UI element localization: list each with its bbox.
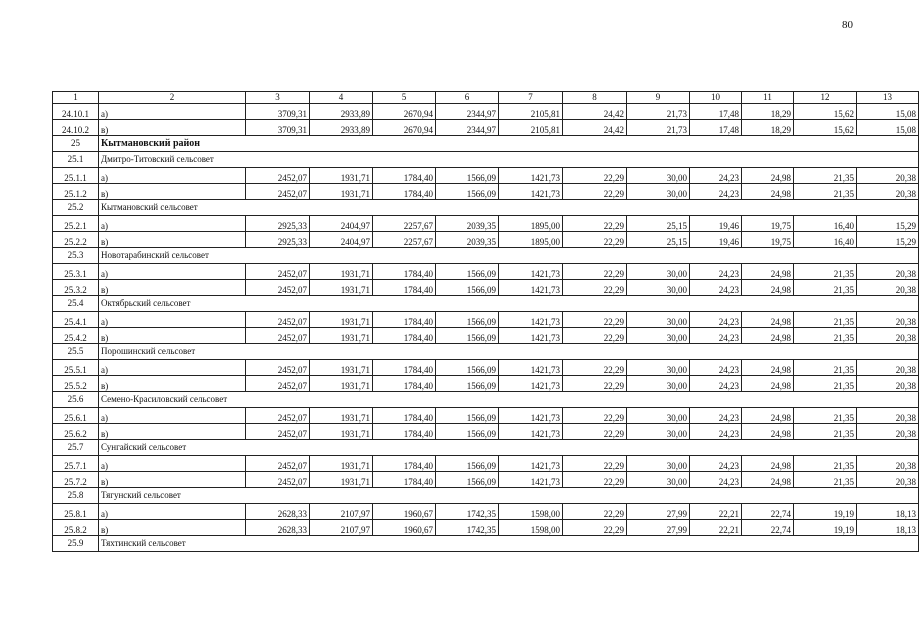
value-cell: 24,23: [690, 280, 742, 296]
value-cell: 22,29: [563, 376, 627, 392]
row-label: в): [99, 184, 246, 200]
value-cell: 1931,71: [310, 360, 373, 376]
table-row: [53, 472, 919, 488]
value-cell: 2404,97: [310, 216, 373, 232]
value-cell: 22,29: [563, 424, 627, 440]
value-cell: 21,35: [794, 376, 857, 392]
value-cell: 15,62: [794, 120, 857, 136]
value-cell: 2344,97: [436, 104, 499, 120]
value-cell: 2925,33: [246, 216, 310, 232]
value-cell: 20,38: [857, 280, 919, 296]
value-cell: 2452,07: [246, 456, 310, 472]
group-title: Новотарабинский сельсовет: [99, 248, 919, 264]
value-cell: 2452,07: [246, 408, 310, 424]
value-cell: 24,23: [690, 264, 742, 280]
value-cell: 22,29: [563, 264, 627, 280]
value-cell: 20,38: [857, 312, 919, 328]
value-cell: 1784,40: [373, 280, 436, 296]
value-cell: 1566,09: [436, 456, 499, 472]
value-cell: 15,62: [794, 104, 857, 120]
value-cell: 21,35: [794, 168, 857, 184]
value-cell: 22,29: [563, 472, 627, 488]
value-cell: 1421,73: [499, 376, 563, 392]
row-code: 25.5: [53, 344, 99, 360]
value-cell: 24,23: [690, 328, 742, 344]
row-code: 25.4: [53, 296, 99, 312]
column-header: 1: [53, 92, 99, 104]
value-cell: 24,98: [742, 328, 794, 344]
column-header: 12: [794, 92, 857, 104]
value-cell: 2933,89: [310, 120, 373, 136]
row-code: 25.3: [53, 248, 99, 264]
value-cell: 2107,97: [310, 520, 373, 536]
value-cell: 21,35: [794, 408, 857, 424]
value-cell: 30,00: [627, 184, 690, 200]
value-cell: 18,13: [857, 520, 919, 536]
value-cell: 20,38: [857, 328, 919, 344]
table-row: [53, 232, 919, 248]
value-cell: 2925,33: [246, 232, 310, 248]
row-label: в): [99, 424, 246, 440]
table-row: [53, 328, 919, 344]
row-code: 25.5.1: [53, 360, 99, 376]
value-cell: 22,29: [563, 360, 627, 376]
value-cell: 21,35: [794, 360, 857, 376]
column-header: 7: [499, 92, 563, 104]
column-header: 10: [690, 92, 742, 104]
value-cell: 2404,97: [310, 232, 373, 248]
value-cell: 22,29: [563, 328, 627, 344]
row-code: 25.3.2: [53, 280, 99, 296]
value-cell: 2452,07: [246, 264, 310, 280]
value-cell: 19,75: [742, 216, 794, 232]
row-label: в): [99, 120, 246, 136]
value-cell: 1895,00: [499, 216, 563, 232]
value-cell: 1598,00: [499, 520, 563, 536]
value-cell: 30,00: [627, 264, 690, 280]
value-cell: 25,15: [627, 232, 690, 248]
value-cell: 25,15: [627, 216, 690, 232]
value-cell: 1566,09: [436, 280, 499, 296]
value-cell: 1784,40: [373, 424, 436, 440]
group-row: [53, 152, 919, 168]
value-cell: 1566,09: [436, 168, 499, 184]
table-row: [53, 312, 919, 328]
value-cell: 1931,71: [310, 328, 373, 344]
value-cell: 24,98: [742, 376, 794, 392]
table-row: [53, 456, 919, 472]
value-cell: 2039,35: [436, 232, 499, 248]
value-cell: 18,29: [742, 104, 794, 120]
row-label: в): [99, 472, 246, 488]
value-cell: 16,40: [794, 216, 857, 232]
row-code: 25.1.2: [53, 184, 99, 200]
column-header: 11: [742, 92, 794, 104]
table-row: [53, 504, 919, 520]
row-code: 25.9: [53, 536, 99, 552]
value-cell: 21,73: [627, 104, 690, 120]
value-cell: 1960,67: [373, 520, 436, 536]
value-cell: 24,23: [690, 184, 742, 200]
value-cell: 2670,94: [373, 104, 436, 120]
value-cell: 30,00: [627, 408, 690, 424]
table-row: [53, 120, 919, 136]
value-cell: 30,00: [627, 328, 690, 344]
value-cell: 1931,71: [310, 472, 373, 488]
value-cell: 2257,67: [373, 232, 436, 248]
value-cell: 3709,31: [246, 104, 310, 120]
row-code: 25.2.1: [53, 216, 99, 232]
value-cell: 1931,71: [310, 312, 373, 328]
column-header: 4: [310, 92, 373, 104]
value-cell: 24,98: [742, 184, 794, 200]
value-cell: 22,29: [563, 456, 627, 472]
value-cell: 30,00: [627, 360, 690, 376]
value-cell: 19,75: [742, 232, 794, 248]
column-header: 2: [99, 92, 246, 104]
value-cell: 22,29: [563, 216, 627, 232]
value-cell: 3709,31: [246, 120, 310, 136]
value-cell: 24,98: [742, 168, 794, 184]
value-cell: 1784,40: [373, 328, 436, 344]
value-cell: 30,00: [627, 472, 690, 488]
table-row: [53, 168, 919, 184]
value-cell: 22,29: [563, 232, 627, 248]
value-cell: 24,23: [690, 376, 742, 392]
value-cell: 1421,73: [499, 456, 563, 472]
value-cell: 1566,09: [436, 328, 499, 344]
value-cell: 1931,71: [310, 168, 373, 184]
value-cell: 1784,40: [373, 360, 436, 376]
row-label: в): [99, 280, 246, 296]
value-cell: 1566,09: [436, 184, 499, 200]
row-code: 25.2: [53, 200, 99, 216]
value-cell: 2452,07: [246, 312, 310, 328]
value-cell: 30,00: [627, 168, 690, 184]
group-title: Кытмановский сельсовет: [99, 200, 919, 216]
value-cell: 1421,73: [499, 408, 563, 424]
row-label: в): [99, 328, 246, 344]
value-cell: 24,42: [563, 120, 627, 136]
value-cell: 24,23: [690, 472, 742, 488]
value-cell: 2107,97: [310, 504, 373, 520]
table-row: [53, 280, 919, 296]
group-row: [53, 488, 919, 504]
value-cell: 24,98: [742, 456, 794, 472]
group-row: [53, 248, 919, 264]
column-header: 9: [627, 92, 690, 104]
district-row: [53, 136, 919, 152]
value-cell: 2452,07: [246, 360, 310, 376]
row-code: 25.6: [53, 392, 99, 408]
row-label: в): [99, 520, 246, 536]
value-cell: 21,73: [627, 120, 690, 136]
row-code: 25.8.1: [53, 504, 99, 520]
value-cell: 22,29: [563, 168, 627, 184]
value-cell: 22,29: [563, 504, 627, 520]
group-title: Сунгайский сельсовет: [99, 440, 919, 456]
table-row: [53, 520, 919, 536]
value-cell: 1566,09: [436, 376, 499, 392]
value-cell: 20,38: [857, 424, 919, 440]
value-cell: 1931,71: [310, 264, 373, 280]
value-cell: 22,29: [563, 520, 627, 536]
value-cell: 24,42: [563, 104, 627, 120]
value-cell: 22,74: [742, 520, 794, 536]
value-cell: 2452,07: [246, 280, 310, 296]
value-cell: 21,35: [794, 184, 857, 200]
row-code: 25.6.1: [53, 408, 99, 424]
value-cell: 18,13: [857, 504, 919, 520]
value-cell: 30,00: [627, 376, 690, 392]
row-code: 25.8: [53, 488, 99, 504]
value-cell: 19,46: [690, 216, 742, 232]
column-header-row: [53, 92, 919, 104]
value-cell: 2670,94: [373, 120, 436, 136]
value-cell: 16,40: [794, 232, 857, 248]
column-header: 13: [857, 92, 919, 104]
value-cell: 24,98: [742, 312, 794, 328]
value-cell: 1784,40: [373, 376, 436, 392]
value-cell: 20,38: [857, 456, 919, 472]
table-row: [53, 376, 919, 392]
row-code: 25.8.2: [53, 520, 99, 536]
value-cell: 20,38: [857, 184, 919, 200]
value-cell: 20,38: [857, 472, 919, 488]
row-label: а): [99, 360, 246, 376]
value-cell: 1566,09: [436, 472, 499, 488]
column-header: 5: [373, 92, 436, 104]
value-cell: 1566,09: [436, 424, 499, 440]
value-cell: 1784,40: [373, 312, 436, 328]
value-cell: 18,29: [742, 120, 794, 136]
value-cell: 1784,40: [373, 168, 436, 184]
value-cell: 24,23: [690, 360, 742, 376]
value-cell: 22,21: [690, 520, 742, 536]
value-cell: 1421,73: [499, 472, 563, 488]
value-cell: 1931,71: [310, 408, 373, 424]
value-cell: 1931,71: [310, 376, 373, 392]
row-label: в): [99, 232, 246, 248]
row-code: 25: [53, 136, 99, 152]
value-cell: 20,38: [857, 408, 919, 424]
value-cell: 20,38: [857, 264, 919, 280]
value-cell: 2344,97: [436, 120, 499, 136]
row-label: в): [99, 376, 246, 392]
group-title: Тяхтинский сельсовет: [99, 536, 919, 552]
value-cell: 1742,35: [436, 520, 499, 536]
row-label: а): [99, 216, 246, 232]
value-cell: 1421,73: [499, 328, 563, 344]
row-code: 25.7: [53, 440, 99, 456]
row-label: а): [99, 168, 246, 184]
value-cell: 2452,07: [246, 472, 310, 488]
value-cell: 22,29: [563, 312, 627, 328]
row-code: 25.4.1: [53, 312, 99, 328]
group-title: Тягунский сельсовет: [99, 488, 919, 504]
group-row: [53, 344, 919, 360]
value-cell: 22,29: [563, 408, 627, 424]
value-cell: 30,00: [627, 456, 690, 472]
value-cell: 30,00: [627, 280, 690, 296]
page-number: 80: [842, 19, 853, 31]
row-code: 25.1: [53, 152, 99, 168]
value-cell: 2628,33: [246, 520, 310, 536]
value-cell: 24,98: [742, 264, 794, 280]
value-cell: 1421,73: [499, 360, 563, 376]
group-row: [53, 536, 919, 552]
group-title: Семено-Красиловский сельсовет: [99, 392, 919, 408]
value-cell: 20,38: [857, 376, 919, 392]
value-cell: 30,00: [627, 312, 690, 328]
table-row: [53, 184, 919, 200]
value-cell: 21,35: [794, 328, 857, 344]
value-cell: 1421,73: [499, 312, 563, 328]
value-cell: 24,23: [690, 424, 742, 440]
value-cell: 15,08: [857, 120, 919, 136]
value-cell: 1598,00: [499, 504, 563, 520]
row-code: 25.5.2: [53, 376, 99, 392]
value-cell: 24,23: [690, 408, 742, 424]
value-cell: 1421,73: [499, 168, 563, 184]
row-code: 25.2.2: [53, 232, 99, 248]
row-label: а): [99, 264, 246, 280]
value-cell: 2039,35: [436, 216, 499, 232]
value-cell: 24,98: [742, 472, 794, 488]
row-label: а): [99, 456, 246, 472]
district-title: Кытмановский район: [99, 136, 919, 152]
value-cell: 19,46: [690, 232, 742, 248]
row-label: а): [99, 104, 246, 120]
value-cell: 21,35: [794, 280, 857, 296]
value-cell: 24,98: [742, 408, 794, 424]
value-cell: 1931,71: [310, 184, 373, 200]
tariff-table: [52, 91, 919, 552]
value-cell: 2933,89: [310, 104, 373, 120]
table-row: [53, 360, 919, 376]
value-cell: 21,35: [794, 264, 857, 280]
value-cell: 2452,07: [246, 328, 310, 344]
value-cell: 2452,07: [246, 184, 310, 200]
value-cell: 2105,81: [499, 104, 563, 120]
column-header: 3: [246, 92, 310, 104]
value-cell: 22,21: [690, 504, 742, 520]
group-row: [53, 440, 919, 456]
group-title: Порошинский сельсовет: [99, 344, 919, 360]
value-cell: 24,23: [690, 312, 742, 328]
value-cell: 1895,00: [499, 232, 563, 248]
value-cell: 2452,07: [246, 376, 310, 392]
group-row: [53, 392, 919, 408]
value-cell: 1566,09: [436, 264, 499, 280]
value-cell: 1784,40: [373, 264, 436, 280]
value-cell: 30,00: [627, 424, 690, 440]
value-cell: 1421,73: [499, 264, 563, 280]
value-cell: 1931,71: [310, 280, 373, 296]
row-code: 24.10.1: [53, 104, 99, 120]
value-cell: 15,29: [857, 216, 919, 232]
value-cell: 1566,09: [436, 408, 499, 424]
value-cell: 17,48: [690, 104, 742, 120]
group-title: Октябрьский сельсовет: [99, 296, 919, 312]
value-cell: 1931,71: [310, 424, 373, 440]
table-row: [53, 424, 919, 440]
value-cell: 2257,67: [373, 216, 436, 232]
group-row: [53, 296, 919, 312]
table-row: [53, 408, 919, 424]
value-cell: 15,08: [857, 104, 919, 120]
value-cell: 20,38: [857, 360, 919, 376]
value-cell: 1742,35: [436, 504, 499, 520]
value-cell: 21,35: [794, 456, 857, 472]
value-cell: 1784,40: [373, 184, 436, 200]
value-cell: 19,19: [794, 520, 857, 536]
value-cell: 1421,73: [499, 424, 563, 440]
group-row: [53, 200, 919, 216]
value-cell: 24,23: [690, 168, 742, 184]
group-title: Дмитро-Титовский сельсовет: [99, 152, 919, 168]
value-cell: 24,98: [742, 360, 794, 376]
table-row: [53, 264, 919, 280]
value-cell: 2452,07: [246, 424, 310, 440]
row-code: 25.3.1: [53, 264, 99, 280]
row-label: а): [99, 408, 246, 424]
value-cell: 21,35: [794, 472, 857, 488]
row-label: а): [99, 312, 246, 328]
table-row: [53, 216, 919, 232]
column-header: 6: [436, 92, 499, 104]
row-code: 25.7.1: [53, 456, 99, 472]
value-cell: 1784,40: [373, 472, 436, 488]
value-cell: 1421,73: [499, 280, 563, 296]
value-cell: 21,35: [794, 312, 857, 328]
value-cell: 1784,40: [373, 408, 436, 424]
value-cell: 24,98: [742, 424, 794, 440]
value-cell: 24,23: [690, 456, 742, 472]
value-cell: 2628,33: [246, 504, 310, 520]
value-cell: 21,35: [794, 424, 857, 440]
value-cell: 27,99: [627, 504, 690, 520]
value-cell: 22,74: [742, 504, 794, 520]
row-code: 25.7.2: [53, 472, 99, 488]
value-cell: 1784,40: [373, 456, 436, 472]
value-cell: 27,99: [627, 520, 690, 536]
value-cell: 1566,09: [436, 360, 499, 376]
value-cell: 17,48: [690, 120, 742, 136]
row-code: 25.1.1: [53, 168, 99, 184]
row-code: 24.10.2: [53, 120, 99, 136]
value-cell: 22,29: [563, 184, 627, 200]
value-cell: 1931,71: [310, 456, 373, 472]
column-header: 8: [563, 92, 627, 104]
value-cell: 1566,09: [436, 312, 499, 328]
row-code: 25.6.2: [53, 424, 99, 440]
value-cell: 20,38: [857, 168, 919, 184]
value-cell: 24,98: [742, 280, 794, 296]
value-cell: 22,29: [563, 280, 627, 296]
row-label: а): [99, 504, 246, 520]
table-row: [53, 104, 919, 120]
row-code: 25.4.2: [53, 328, 99, 344]
value-cell: 2452,07: [246, 168, 310, 184]
value-cell: 19,19: [794, 504, 857, 520]
value-cell: 2105,81: [499, 120, 563, 136]
value-cell: 1960,67: [373, 504, 436, 520]
value-cell: 15,29: [857, 232, 919, 248]
value-cell: 1421,73: [499, 184, 563, 200]
